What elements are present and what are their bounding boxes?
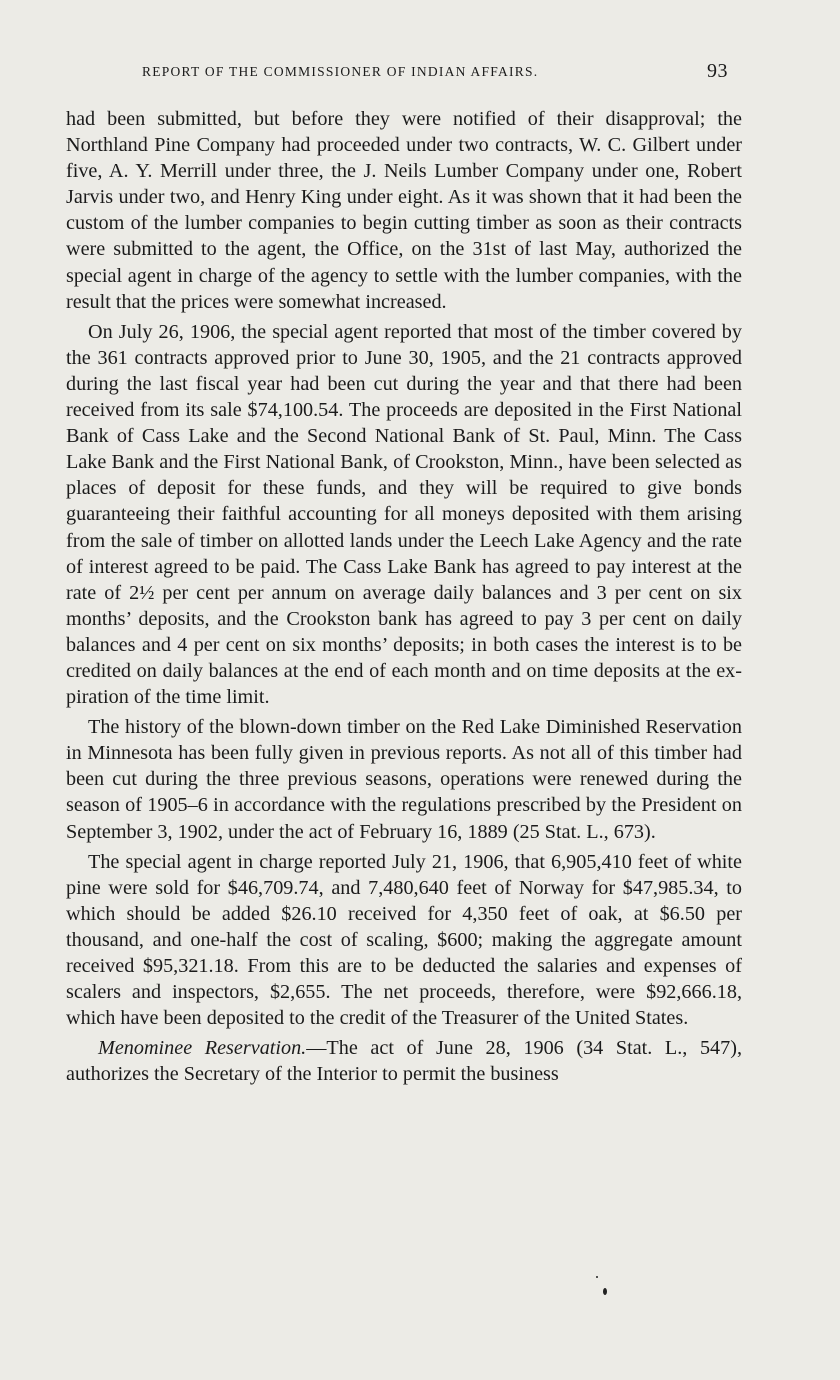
running-title: REPORT OF THE COMMISSIONER OF INDIAN AFFAIRS. [142,64,539,79]
page-number: 93 [707,60,728,82]
running-header [66,60,742,90]
paragraph-timber-proceeds: On July 26, 1906, the special agent reported that most of the timber covered by the 361 contracts approved prior to June 30, 1905, and the 21 contracts approved during the last fiscal year had been cut during the year and that there had been received from its sale $74,100.54. The proceeds are deposited in the First National Bank of Cass Lake and the Second National Bank of St. Paul, Minn. The Cass Lake Bank and the First National Bank, of Crookston, Minn., have been selected as places of deposit for these funds, and they will be required to give bonds guaranteeing their faithful accounting for all moneys deposited with them arising from the sale of timber on allotted lands under the Leech Lake Agency and the rate of interest agreed to be paid. The Cass Lake Bank has agreed to pay interest at the rate of 2½ per cent per annum on average daily balances and 3 per cent on six months’ deposits, and the Crookston bank has agreed to pay 3 per cent on daily balances and 4 per cent on six months’ deposits; in both cases the interest is to be credited on daily balances at the end of each month and on time deposits at the expiration of the time limit. [66,320,742,709]
paragraph-continued: had been submitted, but before they were notified of their disapproval; the Northland Pine Company had proceeded under two contracts, W. C. Gilbert under five, A. Y. Merrill under three, the J. Neils Lumber Company under one, Robert Jarvis under two, and Henry King under eight. As it was shown that it had been the custom of the lumber companies to begin cutting timber as soon as their contracts were submitted to the agent, the Office, on the 31st of last May, authorized the special agent in charge of the agency to settle with the lumber companies, with the result that the prices were somewhat increased. [66,108,742,313]
section-heading-menominee: Menominee Reservation. [98,1037,307,1060]
body-text [66,106,742,1091]
em-dash: — [306,1037,327,1060]
paragraph-menominee-text: The act of June 28, 1906 (34 Stat. L., 547), authorizes the Secretary of the Interior to permit the business [66,1037,742,1086]
paragraph-special-agent-report: The special agent in charge reported July 21, 1906, that 6,905,410 feet of white pine were sold for $46,709.74, and 7,480,640 feet of Norway for $47,985.34, to which should be added $26.10 received for 4,350 feet of oak, at $6.50 per thousand, and one-half the cost of scaling, $600; making the aggregate amount received $95,321.18. From this are to be deducted the salaries and expenses of scalers and inspectors, $2,655. The net proceeds, therefore, were $92,666.18, which have been deposited to the credit of the Treasurer of the United States. [66,850,742,1030]
paragraph-menominee [66,1035,742,1087]
ink-speck [596,1276,598,1278]
ink-speck [603,1288,607,1295]
paragraph-red-lake-history: The history of the blown-down timber on the Red Lake Diminished Reservation in Minnesota has been fully given in previous reports. As not all of this timber had been cut during the three previous seasons, operations were renewed during the season of 1905–6 in accordance with the regulations prescribed by the President on September 3, 1902, under the act of February 16, 1889 (25 Stat. L., 673). [66,716,742,843]
